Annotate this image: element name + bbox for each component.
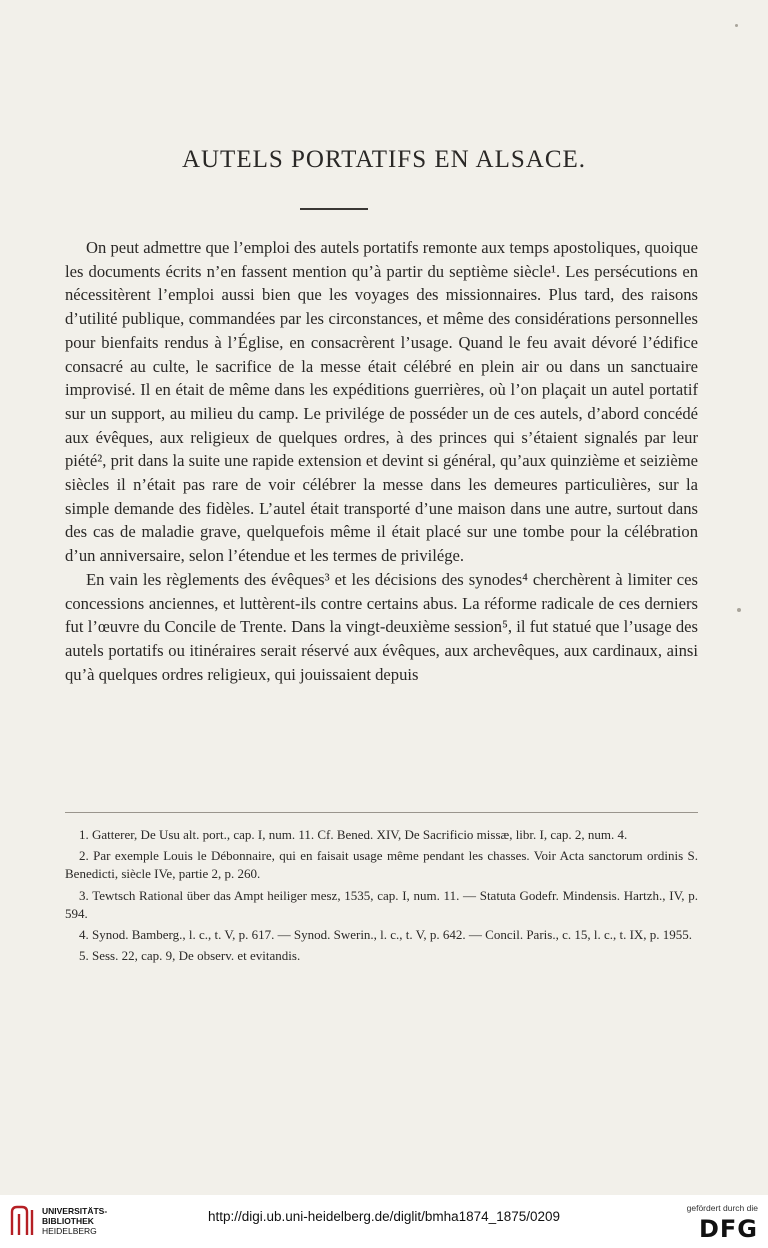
library-name-line: BIBLIOTHEK	[42, 1216, 94, 1226]
paper-speck	[737, 608, 741, 612]
dfg-logo: DFG	[698, 1215, 758, 1243]
paper-speck	[735, 24, 738, 27]
paragraph: En vain les règlements des évêques³ et les décisions des synodes⁴ cherchèrent à limiter ces concessions anciennes, et luttèrent-ils contre certains abus. La réforme radicale de ces derniers fut l’œuvre du Concile de Trente. Dans la vingt-deuxième session⁵, il fut statué que l’usage des autels portatifs ou itinéraires serait réservé aux évêques, aux archevêques, aux cardinaux, ainsi qu’à quelques ordres religieux, qui jouissaient depuis	[65, 569, 698, 684]
footnote: 3. Tewtsch Rational über das Ampt heiliger mesz, 1535, cap. I, num. 11. — Statuta Godefr. Mindensis. Hartzh., IV, p. 594.	[65, 887, 698, 921]
page-title: AUTELS PORTATIFS EN ALSACE.	[181, 146, 587, 173]
footnotes	[65, 826, 698, 968]
footnote: 2. Par exemple Louis le Débonnaire, qui en faisait usage même pendant les chasses. Voir Acta sanctorum ordinis S. Benedicti, siècle IVe, partie 2, p. 260.	[65, 848, 698, 882]
sponsor-caption: gefördert durch die	[686, 1203, 758, 1213]
footnote: 4. Synod. Bamberg., l. c., t. V, p. 617. — Synod. Swerin., l. c., t. V, p. 642. — Concil. Paris., c. 15, l. c., t. IX, p. 1955.	[79, 927, 693, 943]
library-name-line: HEIDELBERG	[42, 1226, 97, 1236]
footnote: 1. Gatterer, De Usu alt. port., cap. I, num. 11. Cf. Bened. XIV, De Sacrificio missæ, libr. I, cap. 2, num. 4.	[79, 827, 628, 842]
library-name-line: UNIVERSITÄTS-	[42, 1206, 108, 1216]
footnotes-separator	[65, 812, 698, 813]
footer-bar	[0, 1195, 768, 1248]
document-url[interactable]: http://digi.ub.uni-heidelberg.de/diglit/bmha1874_1875/0209	[207, 1209, 561, 1224]
title-rule	[300, 208, 368, 210]
body-text	[65, 236, 698, 686]
paragraph: On peut admettre que l’emploi des autels portatifs remonte aux temps apostoliques, quoique les documents écrits n’en fassent mention qu’à partir du septième siècle¹. Les persécutions en nécessitèrent l’emploi aussi bien que les voyages des missionnaires. Plus tard, des raisons d’utilité publique, commandées par les circonstances, et même des considérations personnelles pour bienfaits rendus à l’Église, en consacrèrent l’usage. Quand le feu avait dévoré l’édifice consacré au culte, le sacrifice de la messe était célébré en plein air ou dans un sanctuaire improvisé. Il en était de même dans les expéditions guerrières, où l’on plaçait un autel portatif sur un support, au milieu du camp. Le privilége de posséder un de ces autels, d’abord concédé aux évêques, aux religieux de quelques ordres, à des princes qui s’étaient signalés par leur piété², prit dans la suite une rapide extension et devint si général, qu’aux quinzième et seizième siècles il n’était pas rare de voir célébrer la messe dans les demeures particulières, sur la simple demande des fidèles. L’autel était transporté d’une maison dans une autre, surtout dans des cas de maladie grave, quelquefois même il était placé sur une tombe pour la célébration d’un anniversaire, selon l’étendue et les termes de privilége.	[65, 238, 698, 566]
footnote: 5. Sess. 22, cap. 9, De observ. et evitandis.	[79, 948, 301, 964]
